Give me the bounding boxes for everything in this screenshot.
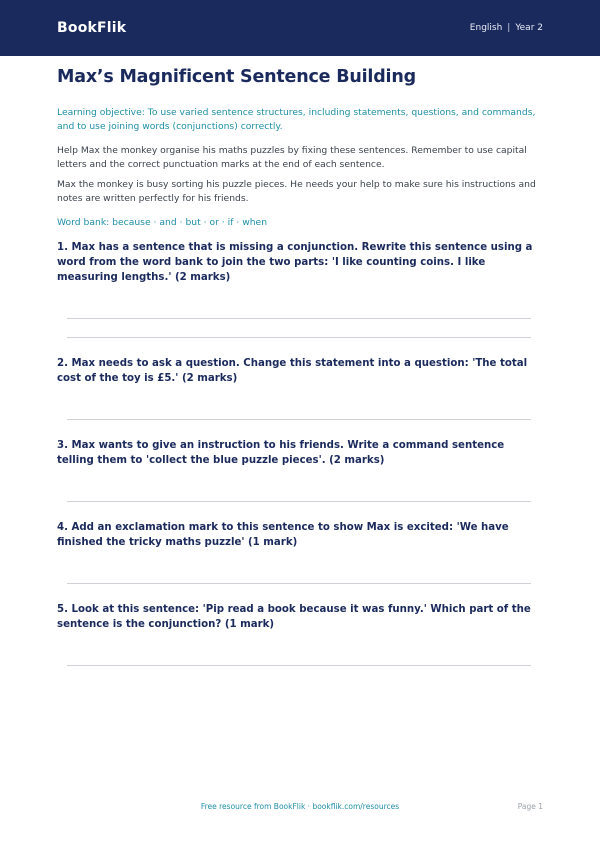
footer-credit[interactable]: Free resource from BookFlik · bookflik.com/resources — [200, 802, 400, 811]
question-4: 4. Add an exclamation mark to this sentence to show Max is excited: 'We have finished the tricky maths puzzle' (1 mark) — [57, 522, 509, 548]
year-label: Year 2 — [515, 23, 543, 33]
answer-line-5[interactable] — [67, 665, 531, 666]
meta-separator: | — [507, 23, 511, 33]
question-2: 2. Max needs to ask a question. Change this statement into a question: 'The total cost of the toy is £5.' (2 marks) — [57, 358, 528, 384]
word-bank-word: · when — [233, 217, 267, 228]
brand-logo-text[interactable]: BookFlik — [57, 20, 127, 36]
page-title: Max’s Magnificent Sentence Building — [57, 67, 416, 87]
answer-line-4[interactable] — [67, 583, 531, 584]
page-number: Page 1 — [517, 802, 543, 811]
header-bar — [0, 0, 600, 56]
question-1: 1. Max has a sentence that is missing a conjunction. Rewrite this sentence using a word from the word bank to join the two parts: 'I like counting coins. I like measuring lengths.' (2 marks) — [57, 242, 533, 283]
subject-label: English — [469, 23, 503, 33]
word-bank-word: · but — [177, 217, 201, 228]
intro-paragraph: Help Max the monkey organise his maths puzzles by fixing these sentences. Remember to use capital letters and the correct punctuation marks at the end of each sentence. — [57, 145, 527, 170]
word-bank-word: · and — [151, 217, 177, 228]
answer-line-1b[interactable] — [67, 337, 531, 338]
learning-objective: Learning objective: To use varied sentence structures, including statements, questions, and commands, and to use joining words (conjunctions) correctly. — [57, 107, 536, 132]
word-bank-word: · or — [201, 217, 219, 228]
word-bank-label: Word bank: — [57, 217, 110, 228]
answer-line-3[interactable] — [67, 501, 531, 502]
question-3: 3. Max wants to give an instruction to his friends. Write a command sentence telling them to 'collect the blue puzzle pieces'. (2 marks) — [57, 440, 505, 466]
worksheet-intro — [57, 64, 543, 228]
word-bank-word: because — [112, 217, 151, 228]
word-bank-word: · if — [219, 217, 234, 228]
answer-line-1a[interactable] — [67, 318, 531, 319]
question-5: 5. Look at this sentence: 'Pip read a book because it was funny.' Which part of the sentence is the conjunction? (1 mark) — [57, 604, 531, 630]
context-paragraph: Max the monkey is busy sorting his puzzle pieces. He needs your help to make sure his instructions and notes are written perfectly for his friends. — [57, 179, 536, 204]
answer-line-2[interactable] — [67, 419, 531, 420]
word-bank — [57, 217, 543, 228]
subject-year-meta — [470, 23, 543, 33]
